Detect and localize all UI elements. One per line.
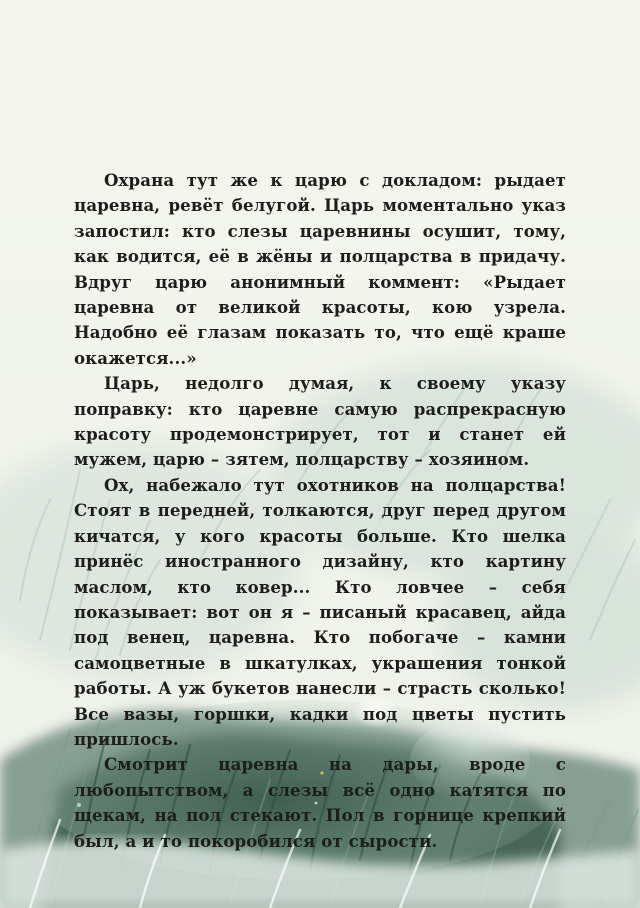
story-text	[74, 168, 566, 854]
story-paragraph-3: Ох, набежало тут охотников на полцарства! Стоят в передней, толкаются, друг перед другом кичатся, у кого красоты больше. Кто шелка принёс иностранного дизайну, кто картину маслом, кто ковер... Кто ловчее – себя показывает: вот он я – писаный красавец, айда под венец, царевна. Кто побогаче – камни самоцветные в шкатулках, украшения тонкой работы. А уж букетов нанесли – страсть сколько! Все вазы, горшки, кадки под цветы пустить пришлось.	[74, 474, 566, 749]
story-paragraph-4: Смотрит царевна на дары, вроде с любопытством, а слезы всё одно катятся по щекам, на пол стекают. Пол в горнице крепкий был, а и то покоробился от сырости.	[74, 754, 566, 851]
story-paragraph-2: Царь, недолго думая, к своему указу поправку: кто царевне самую распрекрасную красоту продемонстрирует, тот и станет ей мужем, царю – зятем, полцарству – хозяином.	[74, 373, 566, 470]
story-paragraph-1: Охрана тут же к царю с докладом: рыдает царевна, ревёт белугой. Царь моментально указ запостил: кто слезы царевнины осушит, тому, как водится, её в жёны и полцарства в придачу. Вдруг царю анонимный коммент: «Рыдает царевна от великой красоты, кою узрела. Надобно её глазам показать то, что ещё краше окажется...»	[74, 170, 566, 368]
